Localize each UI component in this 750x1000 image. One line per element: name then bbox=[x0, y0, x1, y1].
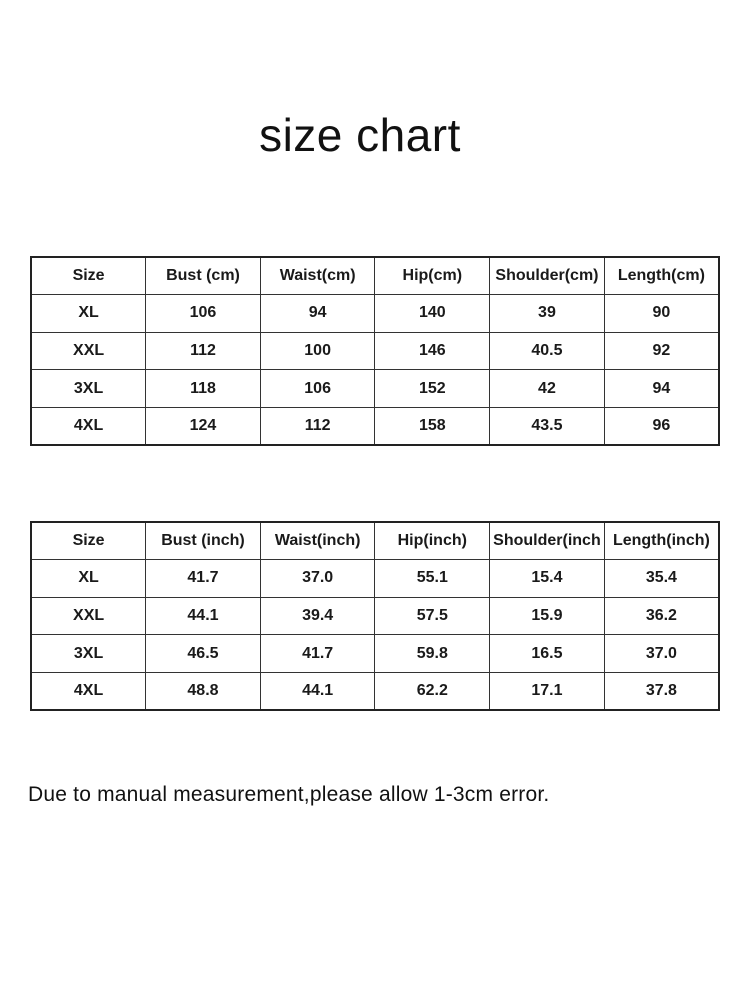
table-cell: 92 bbox=[604, 332, 719, 370]
size-table-cm bbox=[30, 256, 720, 446]
table-cell: 40.5 bbox=[490, 332, 605, 370]
table-cell: 118 bbox=[146, 370, 261, 408]
header-cell: Hip(inch) bbox=[375, 522, 490, 560]
table-cell: XL bbox=[31, 295, 146, 333]
table-cell: 94 bbox=[260, 295, 375, 333]
table-cell: 100 bbox=[260, 332, 375, 370]
table-cell: 17.1 bbox=[490, 672, 605, 710]
table-cell: 48.8 bbox=[146, 672, 261, 710]
header-cell: Size bbox=[31, 257, 146, 295]
header-cell: Size bbox=[31, 522, 146, 560]
header-cell: Length(inch) bbox=[604, 522, 719, 560]
table-cell: XXL bbox=[31, 597, 146, 635]
table-header-row bbox=[31, 522, 719, 560]
table-cell: 4XL bbox=[31, 672, 146, 710]
table-cell: 15.9 bbox=[490, 597, 605, 635]
table-cell: 152 bbox=[375, 370, 490, 408]
table-row bbox=[31, 295, 719, 333]
table-cell: 39.4 bbox=[260, 597, 375, 635]
page-title: size chart bbox=[259, 109, 461, 161]
table-cell: 46.5 bbox=[146, 635, 261, 673]
table-row bbox=[31, 407, 719, 445]
header-cell: Shoulder(inch bbox=[490, 522, 605, 560]
table-header-row bbox=[31, 257, 719, 295]
table-cell: 59.8 bbox=[375, 635, 490, 673]
table-row bbox=[31, 635, 719, 673]
table-cell: 43.5 bbox=[490, 407, 605, 445]
table-cell: 90 bbox=[604, 295, 719, 333]
header-cell: Waist(inch) bbox=[260, 522, 375, 560]
size-table-inch bbox=[30, 521, 720, 711]
header-cell: Waist(cm) bbox=[260, 257, 375, 295]
table-cell: 112 bbox=[260, 407, 375, 445]
table-cell: 35.4 bbox=[604, 560, 719, 598]
table-cell: XXL bbox=[31, 332, 146, 370]
table-row bbox=[31, 370, 719, 408]
table-cell: 36.2 bbox=[604, 597, 719, 635]
table-cell: 112 bbox=[146, 332, 261, 370]
table-cell: 3XL bbox=[31, 370, 146, 408]
table-cell: 37.8 bbox=[604, 672, 719, 710]
header-cell: Bust (cm) bbox=[146, 257, 261, 295]
table-cell: 4XL bbox=[31, 407, 146, 445]
table-cell: 15.4 bbox=[490, 560, 605, 598]
table-cell: 3XL bbox=[31, 635, 146, 673]
table-cell: 96 bbox=[604, 407, 719, 445]
table-cell: 55.1 bbox=[375, 560, 490, 598]
header-cell: Length(cm) bbox=[604, 257, 719, 295]
table-cell: 140 bbox=[375, 295, 490, 333]
table-cell: 42 bbox=[490, 370, 605, 408]
table-cell: 16.5 bbox=[490, 635, 605, 673]
table-cell: 146 bbox=[375, 332, 490, 370]
table-cell: XL bbox=[31, 560, 146, 598]
table-cell: 44.1 bbox=[146, 597, 261, 635]
table-cell: 37.0 bbox=[260, 560, 375, 598]
header-cell: Bust (inch) bbox=[146, 522, 261, 560]
table-cell: 41.7 bbox=[260, 635, 375, 673]
table-row bbox=[31, 597, 719, 635]
table-cell: 41.7 bbox=[146, 560, 261, 598]
table-cell: 62.2 bbox=[375, 672, 490, 710]
table-cell: 158 bbox=[375, 407, 490, 445]
table-cell: 106 bbox=[146, 295, 261, 333]
header-cell: Shoulder(cm) bbox=[490, 257, 605, 295]
table-cell: 39 bbox=[490, 295, 605, 333]
table-cell: 57.5 bbox=[375, 597, 490, 635]
table-cell: 124 bbox=[146, 407, 261, 445]
table-row bbox=[31, 672, 719, 710]
table-cell: 37.0 bbox=[604, 635, 719, 673]
measurement-note: Due to manual measurement,please allow 1-3cm error. bbox=[28, 783, 550, 806]
header-cell: Hip(cm) bbox=[375, 257, 490, 295]
table-cell: 106 bbox=[260, 370, 375, 408]
table-cell: 44.1 bbox=[260, 672, 375, 710]
table-row bbox=[31, 560, 719, 598]
table-row bbox=[31, 332, 719, 370]
table-cell: 94 bbox=[604, 370, 719, 408]
